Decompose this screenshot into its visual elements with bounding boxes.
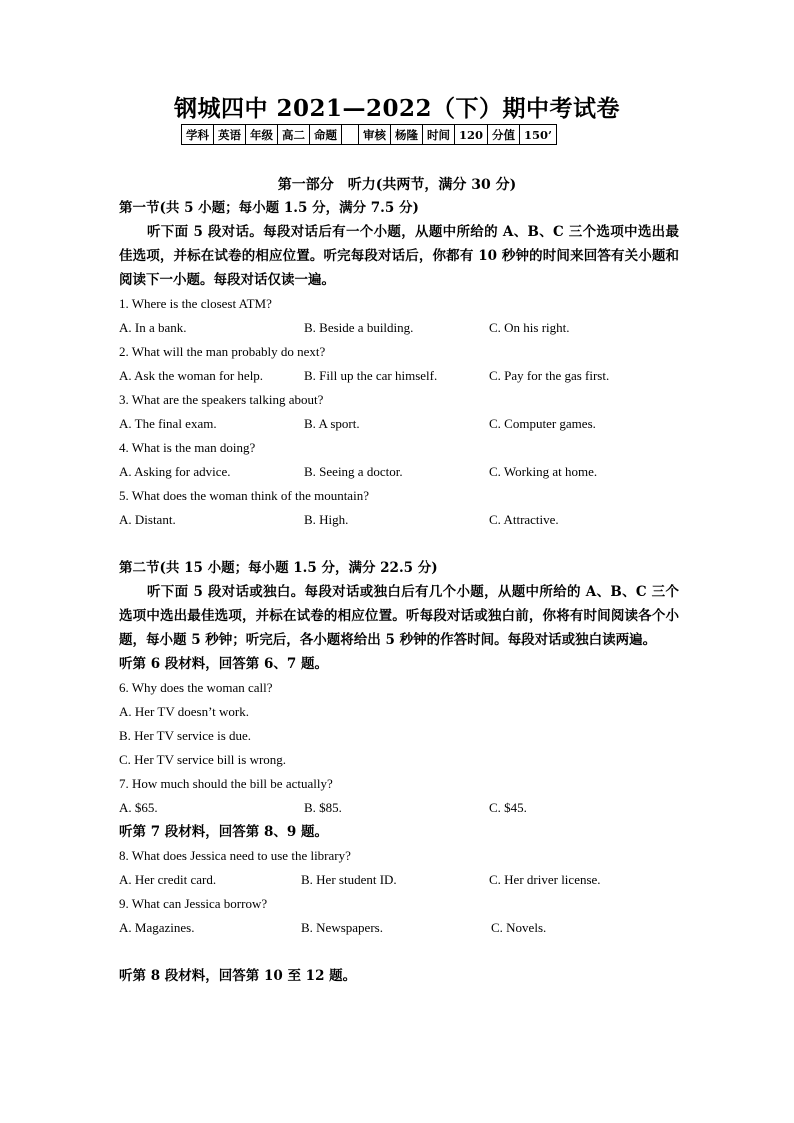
- question-text: 3. What are the speakers talking about?: [119, 392, 324, 407]
- option-row: [119, 316, 679, 340]
- section-instruction: 听下面 5 段对话。每段对话后有一个小题，从题中所给的 A、B、C 三个选项中选出最佳选项，并标在试卷的相应位置。听完每段对话后，你都有 10 秒钟的时间来回答有关小题和阅读下一小题。每段对话仅读一遍。: [119, 224, 679, 288]
- part-title: 第一部分 听力(共两节，满分 30 分): [277, 177, 517, 193]
- info-cell: 150’: [520, 125, 557, 145]
- question-text: 5. What does the woman think of the mountain?: [119, 488, 369, 503]
- info-cell: 高二: [278, 125, 310, 145]
- option-b: B. Fill up the car himself.: [304, 368, 438, 383]
- option-b: B. A sport.: [304, 416, 360, 431]
- option-b: B. Newspapers.: [301, 920, 383, 935]
- material-heading: 听第 6 段材料，回答第 6、7 题。: [119, 656, 328, 672]
- option-c: C. Her TV service bill is wrong.: [119, 752, 287, 767]
- info-cell: 审核: [359, 125, 391, 145]
- info-cell: 分值: [488, 125, 520, 145]
- exam-info-table: [181, 124, 557, 145]
- section-heading: 第二节(共 15 小题；每小题 1.5 分，满分 22.5 分): [119, 560, 438, 576]
- option-a: A. The final exam.: [119, 416, 217, 431]
- exam-title: 钢城四中 2021—2022（下）期中考试卷: [173, 95, 621, 122]
- option-a: A. Ask the woman for help.: [119, 368, 264, 383]
- option-a: A. Her TV doesn’t work.: [119, 704, 249, 719]
- info-cell: 命题: [310, 125, 342, 145]
- option-a: A. Her credit card.: [119, 872, 217, 887]
- option-row: [119, 916, 679, 940]
- option-b: B. Her TV service is due.: [119, 728, 252, 743]
- question-text: 6. Why does the woman call?: [119, 680, 273, 695]
- info-cell: 时间: [423, 125, 455, 145]
- question-text: 8. What does Jessica need to use the library?: [119, 848, 351, 863]
- option-b: B. Beside a building.: [304, 320, 414, 335]
- section-1: [119, 196, 679, 532]
- option-a: A. Distant.: [119, 512, 176, 527]
- info-cell: 英语: [214, 125, 246, 145]
- option-row: [119, 796, 679, 820]
- option-c: C. Computer games.: [489, 416, 596, 431]
- option-c: C. $45.: [489, 800, 527, 815]
- question-text: 9. What can Jessica borrow?: [119, 896, 268, 911]
- section-heading: 第一节(共 5 小题；每小题 1.5 分，满分 7.5 分): [119, 200, 419, 216]
- option-row: [119, 412, 679, 436]
- info-cell: 杨隆: [391, 125, 423, 145]
- section-2: [119, 556, 679, 988]
- option-row: [119, 868, 679, 892]
- option-c: C. Novels.: [491, 920, 547, 935]
- info-cell: [342, 125, 359, 145]
- material-heading: 听第 7 段材料，回答第 8、9 题。: [119, 824, 328, 840]
- option-c: C. Attractive.: [489, 512, 559, 527]
- question-text: 7. How much should the bill be actually?: [119, 776, 333, 791]
- option-b: B. Seeing a doctor.: [304, 464, 403, 479]
- option-b: B. $85.: [304, 800, 342, 815]
- option-b: B. Her student ID.: [301, 872, 397, 887]
- option-row: [119, 364, 679, 388]
- info-cell: 年级: [246, 125, 278, 145]
- option-c: C. Working at home.: [489, 464, 598, 479]
- option-c: C. On his right.: [489, 320, 570, 335]
- option-b: B. High.: [304, 512, 349, 527]
- info-cell: 120: [455, 125, 488, 145]
- option-c: C. Pay for the gas first.: [489, 368, 610, 383]
- info-cell: 学科: [182, 125, 214, 145]
- option-a: A. In a bank.: [119, 320, 187, 335]
- material-heading: 听第 8 段材料，回答第 10 至 12 题。: [119, 968, 357, 984]
- question-text: 1. Where is the closest ATM?: [119, 296, 272, 311]
- option-a: A. Magazines.: [119, 920, 195, 935]
- question-text: 2. What will the man probably do next?: [119, 344, 326, 359]
- option-a: A. $65.: [119, 800, 158, 815]
- section-instruction: 听下面 5 段对话或独白。每段对话或独白后有几个小题，从题中所给的 A、B、C 三个选项中选出最佳选项，并标在试卷的相应位置。听每段对话或独白前，你将有时间阅读各个小题，每小题 5 秒钟；听完后，各小题将给出 5 秒钟的作答时间。每段对话或独白读两遍。: [119, 584, 679, 648]
- option-row: [119, 508, 679, 532]
- option-row: [119, 460, 679, 484]
- question-text: 4. What is the man doing?: [119, 440, 256, 455]
- option-a: A. Asking for advice.: [119, 464, 231, 479]
- option-c: C. Her driver license.: [489, 872, 601, 887]
